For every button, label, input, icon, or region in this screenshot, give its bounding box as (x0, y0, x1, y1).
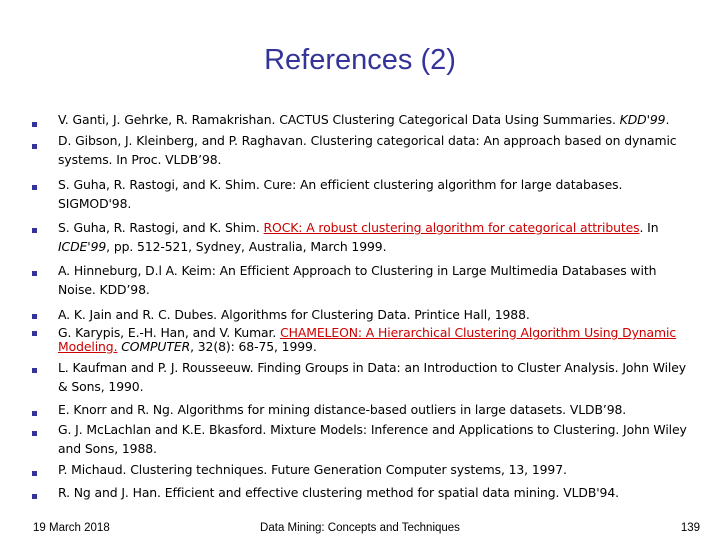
bullet-icon (32, 271, 37, 276)
bullet-icon (32, 228, 37, 233)
bullet-icon (32, 494, 37, 499)
reference-item (58, 420, 694, 458)
reference-text: E. Knorr and R. Ng. Algorithms for mining distance-based outliers in large datasets. VLDB’98. (58, 402, 627, 417)
reference-text: R. Ng and J. Han. Efficient and effective clustering method for spatial data mining. VLDB'94. (58, 485, 619, 500)
reference-text: A. K. Jain and R. C. Dubes. Algorithms for Clustering Data. Printice Hall, 1988. (58, 307, 530, 322)
bullet-icon (32, 471, 37, 476)
reference-item (58, 305, 694, 324)
bullet-icon (32, 331, 37, 336)
reference-text: S. Guha, R. Rastogi, and K. Shim. Cure: An efficient clustering algorithm for large databases. SIGMOD'98. (58, 177, 623, 211)
bullet-icon (32, 122, 37, 127)
reference-text: L. Kaufman and P. J. Rousseeuw. Finding Groups in Data: an Introduction to Cluster Analysis. John Wiley & Sons, 1990. (58, 360, 687, 394)
reference-text: . In (639, 220, 659, 235)
bullet-icon (32, 144, 37, 149)
bullet-icon (32, 314, 37, 319)
reference-text: G. J. McLachlan and K.E. Bkasford. Mixture Models: Inference and Applications to Clustering. John Wiley and Sons, 1988. (58, 422, 687, 456)
reference-text: A. Hinneburg, D.l A. Keim: An Efficient Approach to Clustering in Large Multimedia Databases with Noise. KDD’98. (58, 263, 657, 297)
reference-item (58, 110, 694, 129)
reference-item (58, 131, 694, 169)
reference-venue: COMPUTER (121, 338, 191, 354)
reference-item (58, 460, 694, 479)
reference-item (58, 175, 694, 213)
reference-text: G. Karypis, E.-H. Han, and V. Kumar. (58, 325, 281, 340)
reference-item (58, 358, 694, 396)
bullet-icon (32, 368, 37, 373)
reference-venue: KDD'99 (619, 112, 666, 127)
reference-link[interactable]: CHAMELEON: A Hierarchical Clustering Algorithm Using Dynamic Modeling. (58, 325, 677, 354)
reference-text: , pp. 512-521, Sydney, Australia, March 1999. (106, 239, 387, 254)
reference-item (58, 483, 694, 502)
reference-text: . (665, 112, 670, 127)
reference-venue: ICDE'99 (58, 239, 107, 254)
page-number: 139 (680, 522, 700, 534)
reference-text: , 32(8): 68-75, 1999. (190, 338, 317, 354)
footer-course: Data Mining: Concepts and Techniques (260, 522, 460, 534)
reference-text: D. Gibson, J. Kleinberg, and P. Raghavan. Clustering categorical data: An approach based on dynamic systems. In Proc. VLDB’98. (58, 133, 677, 167)
reference-link[interactable]: ROCK: A robust clustering algorithm for categorical attributes (263, 220, 640, 235)
reference-item (58, 218, 694, 256)
footer-date: 19 March 2018 (33, 522, 110, 534)
reference-item (58, 400, 694, 419)
reference-item (58, 261, 694, 299)
bullet-icon (32, 411, 37, 416)
reference-text: V. Ganti, J. Gehrke, R. Ramakrishan. CACTUS Clustering Categorical Data Using Summaries. (58, 112, 620, 127)
bullet-icon (32, 185, 37, 190)
bullet-icon (32, 431, 37, 436)
reference-item (58, 326, 694, 353)
slide-title: References (2) (264, 44, 456, 76)
reference-text: S. Guha, R. Rastogi, and K. Shim. (58, 220, 264, 235)
reference-text: P. Michaud. Clustering techniques. Future Generation Computer systems, 13, 1997. (58, 462, 567, 477)
